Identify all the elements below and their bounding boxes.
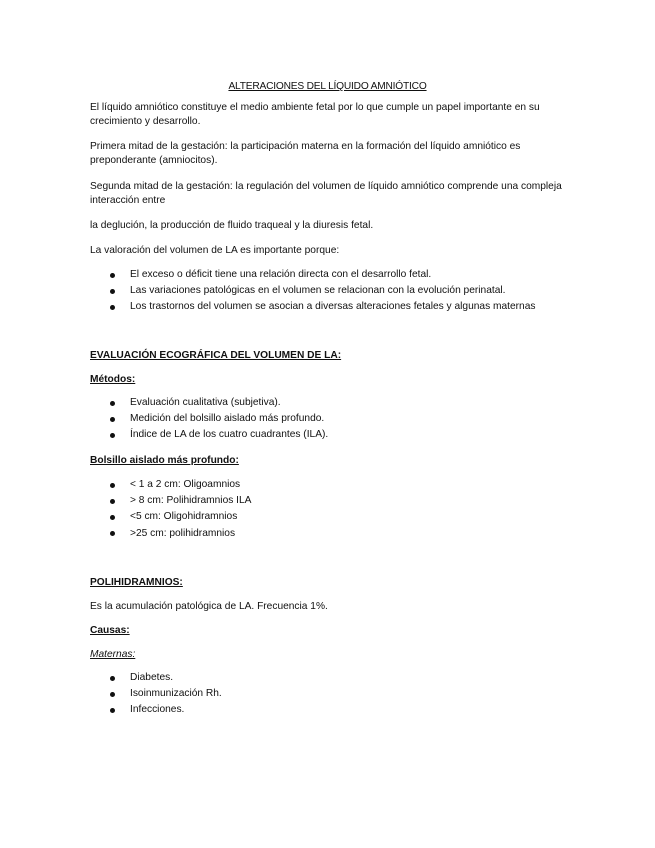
importance-list (90, 268, 570, 317)
intro-paragraph: El líquido amniótico constituye el medio ambiente fetal por lo que cumple un papel importante en su crecimiento y desarrollo. (90, 102, 540, 127)
maternal-list (90, 671, 570, 720)
list-item: Las variaciones patológicas en el volumen se relacionan con la evolución perinatal. (90, 284, 570, 300)
list-item: <5 cm: Oligohidramnios (90, 510, 570, 526)
bullet-icon (110, 531, 115, 536)
list-item: Los trastornos del volumen se asocian a diversas alteraciones fetales y algunas maternas (90, 300, 570, 316)
second-half-paragraph: Segunda mitad de la gestación: la regulación del volumen de líquido amniótico comprende una compleja interacción entre (90, 181, 562, 206)
bullet-icon (110, 401, 115, 406)
importance-intro: La valoración del volumen de LA es importante porque: (90, 245, 340, 256)
bullet-icon (110, 708, 115, 713)
poly-text: Es la acumulación patológica de LA. Frecuencia 1%. (90, 601, 328, 612)
methods-heading: Métodos: (90, 374, 136, 385)
list-item: El exceso o déficit tiene una relación directa con el desarrollo fetal. (90, 268, 570, 284)
maternal-heading: Maternas: (90, 649, 136, 660)
bullet-icon (110, 433, 115, 438)
eval-heading: EVALUACIÓN ECOGRÁFICA DEL VOLUMEN DE LA: (90, 350, 342, 361)
bullet-icon (110, 417, 115, 422)
pocket-list (90, 478, 570, 543)
list-item: < 1 a 2 cm: Oligoamnios (90, 478, 570, 494)
list-item: > 8 cm: Polihidramnios ILA (90, 494, 570, 510)
bullet-icon (110, 515, 115, 520)
bullet-icon (110, 692, 115, 697)
list-item: Medición del bolsillo aislado más profundo. (90, 412, 570, 428)
bullet-icon (110, 676, 115, 681)
bullet-icon (110, 483, 115, 488)
list-item: >25 cm: polihidramnios (90, 527, 570, 543)
list-item: Índice de LA de los cuatro cuadrantes (ILA). (90, 428, 570, 444)
bullet-icon (110, 305, 115, 310)
causes-heading: Causas: (90, 625, 130, 636)
bullet-icon (110, 499, 115, 504)
pocket-heading: Bolsillo aislado más profundo: (90, 455, 239, 466)
bullet-icon (110, 289, 115, 294)
list-item: Evaluación cualitativa (subjetiva). (90, 396, 570, 412)
list-item: Diabetes. (90, 671, 570, 687)
document-title: ALTERACIONES DEL LÍQUIDO AMNIÓTICO (228, 81, 427, 92)
methods-list (90, 396, 570, 445)
second-half-continuation: la deglución, la producción de fluido traqueal y la diuresis fetal. (90, 220, 374, 231)
list-item: Isoinmunización Rh. (90, 687, 570, 703)
first-half-paragraph: Primera mitad de la gestación: la participación materna en la formación del líquido amniótico es preponderante (amniocitos). (90, 141, 521, 166)
list-item: Infecciones. (90, 703, 570, 719)
bullet-icon (110, 273, 115, 278)
poly-heading: POLIHIDRAMNIOS: (90, 577, 183, 588)
